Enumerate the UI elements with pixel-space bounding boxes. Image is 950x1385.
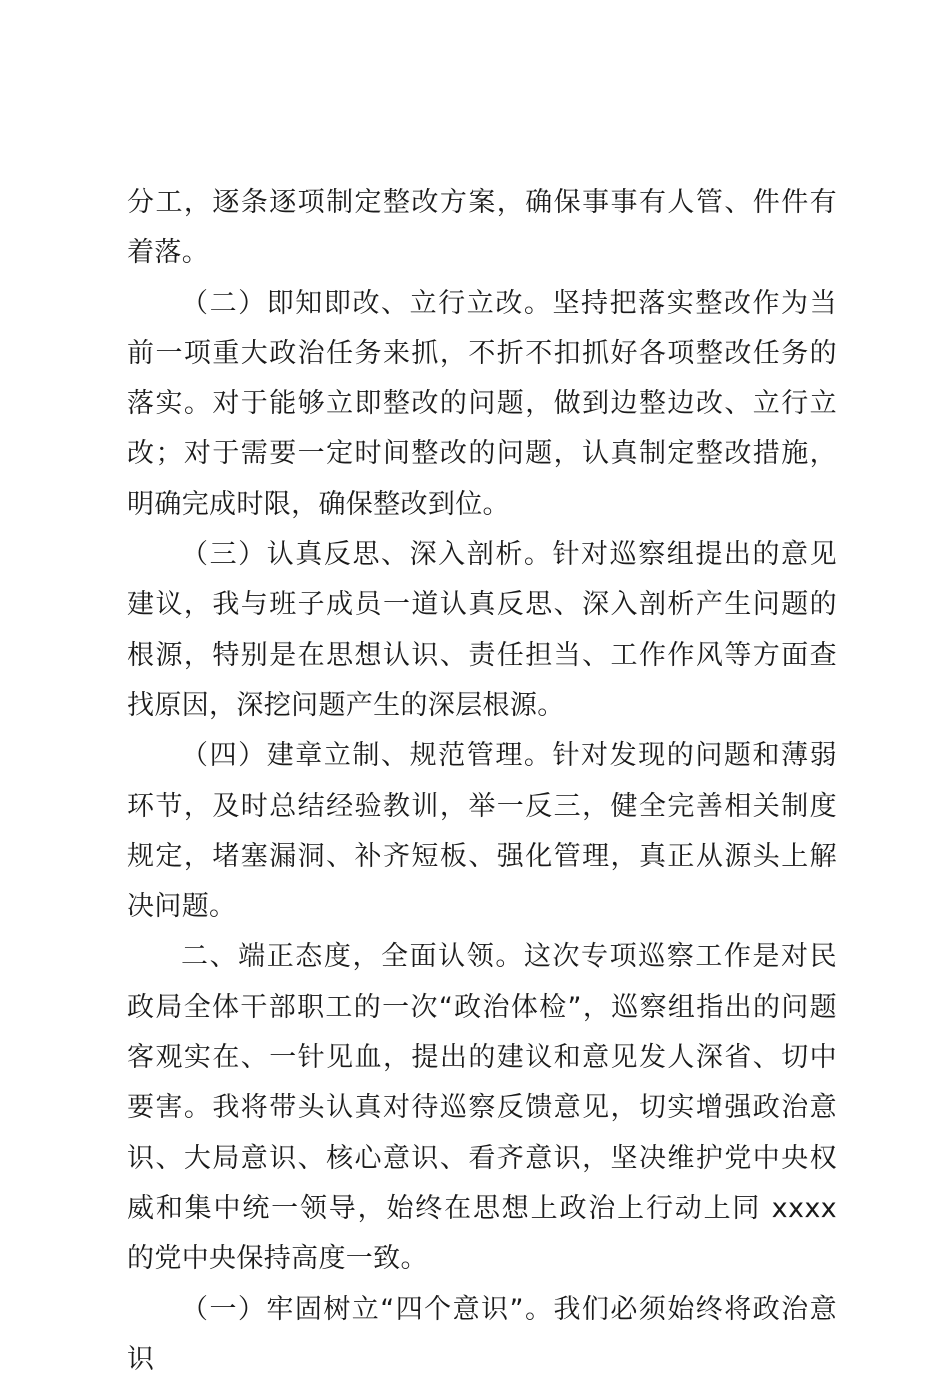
paragraph-subsection-1: （一）牢固树立“四个意识”。我们必须始终将政治意识 (127, 1293, 837, 1375)
paragraph-section-2: （二）即知即改、立行立改。坚持把落实整改作为当前一项重大政治任务来抓，不折不扣抓好各项整改任务的落实。对于能够立即整改的问题，做到边整边改、立行立改；对于需要一定时间整改的问题，认真制定整改措施，明确完成时限，确保整改到位。 (127, 287, 837, 520)
paragraph-section-4: （四）建章立制、规范管理。针对发现的问题和薄弱环节，及时总结经验教训，举一反三，健全完善相关制度规定，堵塞漏洞、补齐短板、强化管理，真正从源头上解决问题。 (127, 740, 837, 923)
paragraph-section-3: （三）认真反思、深入剖析。针对巡察组提出的意见建议，我与班子成员一道认真反思、深入剖析产生问题的根源，特别是在思想认识、责任担当、工作作风等方面查找原因，深挖问题产生的深层根源。 (127, 539, 837, 721)
document-body (127, 178, 837, 1385)
paragraph-continuation: 分工，逐条逐项制定整改方案，确保事事有人管、件件有着落。 (127, 187, 837, 269)
paragraph-heading-two: 二、端正态度，全面认领。这次专项巡察工作是对民政局全体干部职工的一次“政治体检”，巡察组指出的问题客观实在、一针见血，提出的建议和意见发人深省、切中要害。我将带头认真对待巡察反馈意见，切实增强政治意识、大局意识、核心意识、看齐意识，坚决维护党中央权威和集中统一领导，始终在思想上政治上行动上同 xxxx 的党中央保持高度一致。 (127, 941, 837, 1275)
